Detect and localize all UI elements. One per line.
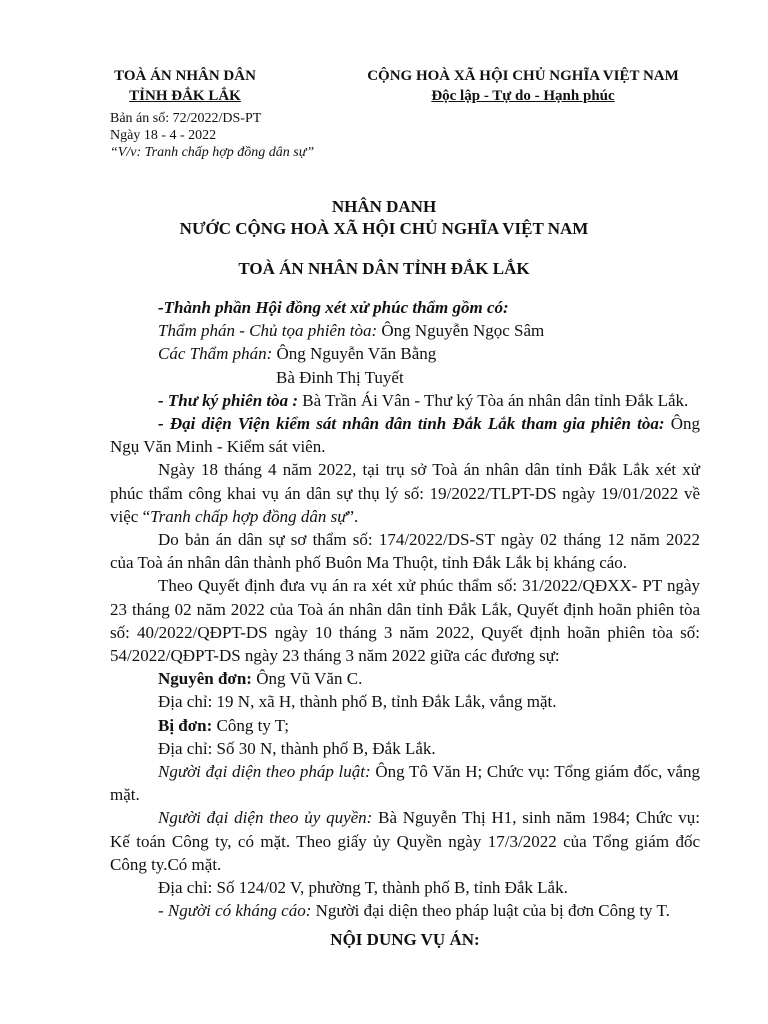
p1-end: ”. bbox=[346, 506, 359, 526]
defendant-address: Địa chỉ: Số 30 N, thành phố B, Đắk Lắk. bbox=[158, 738, 436, 758]
plaintiff-label: Nguyên đơn: bbox=[158, 669, 252, 689]
title-block bbox=[0, 196, 768, 240]
legal-rep-label: Người đại diện theo pháp luật: bbox=[158, 762, 371, 782]
procurator-label: - Đại diện Viện kiểm sát nhân dân tỉnh Đắk Lắk tham gia phiên tòa: bbox=[158, 414, 665, 434]
judgment-body bbox=[110, 296, 700, 952]
judge-1: Ông Nguyễn Văn Bằng bbox=[272, 344, 437, 364]
presiding-label: Thẩm phán - Chủ tọa phiên tòa: bbox=[158, 321, 378, 341]
nation-name: CỘNG HOÀ XÃ HỘI CHỦ NGHĨA VIỆT NAM bbox=[367, 68, 679, 84]
authorized-representative bbox=[110, 806, 700, 876]
appellant-text: Người đại diện theo pháp luật của bị đơn Công ty T. bbox=[311, 901, 670, 921]
auth-rep-address: Địa chỉ: Số 124/02 V, phường T, thành phố B, tỉnh Đắk Lắk. bbox=[158, 878, 568, 898]
nation-motto: Độc lập - Tự do - Hạnh phúc bbox=[431, 88, 615, 104]
case-number: Bản án số: 72/2022/DS-PT bbox=[110, 111, 262, 126]
presiding-judge bbox=[110, 319, 700, 342]
court-title: TOÀ ÁN NHÂN DÂN TỈNH ĐẮK LẮK bbox=[238, 259, 530, 278]
court-name: TOÀ ÁN NHÂN DÂN bbox=[114, 68, 256, 84]
judges-label: Các Thẩm phán: bbox=[158, 344, 273, 364]
paragraph-3: Theo Quyết định đưa vụ án ra xét xử phúc thẩm số: 31/2022/QĐXX- PT ngày 23 tháng 02 năm 2022 của Toà án nhân dân tỉnh Đắk Lắk, Quyết định hoãn phiên tòa số: 40/2022/QĐPT-DS ngày 10 tháng 3 năm 2022, Quyết định hoãn phiên tòa số: 54/2022/QĐPT-DS ngày 23 tháng 3 năm 2022 giữa các đương sự: bbox=[110, 576, 700, 666]
clerk-line bbox=[110, 389, 700, 412]
defendant-name: Công ty T; bbox=[212, 715, 289, 735]
auth-rep-label: Người đại diện theo ủy quyền: bbox=[158, 808, 373, 828]
judgment-date: Ngày 18 - 4 - 2022 bbox=[110, 128, 217, 143]
title-line1: NHÂN DANH bbox=[331, 197, 437, 216]
court-province: TỈNH ĐẮK LẮK bbox=[129, 88, 241, 104]
paragraph-2: Do bản án dân sự sơ thẩm số: 174/2022/DS-ST ngày 02 tháng 12 năm 2022 của Toà án nhân dân thành phố Buôn Ma Thuột, tỉnh Đắk Lắk bị kháng cáo. bbox=[110, 530, 700, 573]
national-header bbox=[348, 66, 698, 106]
legal-rep-text: Ông Tô Văn H; Chức vụ: Tổng giám đốc, vắng mặt. bbox=[110, 762, 700, 805]
appellant-line bbox=[110, 899, 700, 922]
judgment-meta bbox=[110, 110, 314, 161]
judges-line bbox=[110, 342, 700, 365]
section-title: NỘI DUNG VỤ ÁN: bbox=[330, 930, 480, 950]
appellant-prefix: - bbox=[158, 901, 168, 921]
p1-italic: Tranh chấp hợp đồng dân sự bbox=[150, 506, 347, 526]
defendant-label: Bị đơn: bbox=[158, 715, 213, 735]
p1-text: Ngày 18 tháng 4 năm 2022, tại trụ sở Toà án nhân dân tỉnh Đắk Lắk xét xử phúc thẩm công khai vụ án dân sự thụ lý số: 19/2022/TLPT-DS ngày 19/01/2022 về việc “ bbox=[110, 460, 700, 526]
paragraph-1 bbox=[110, 458, 700, 528]
procurator-text: Ông Ngụ Văn Minh - Kiểm sát viên. bbox=[110, 414, 700, 457]
defendant-line bbox=[110, 714, 700, 737]
plaintiff-name: Ông Vũ Văn C. bbox=[251, 669, 363, 689]
plaintiff-line bbox=[110, 667, 700, 690]
auth-rep-text: Bà Nguyễn Thị H1, sinh năm 1984; Chức vụ: Kế toán Công ty, có mặt. Theo giấy ủy Quyền ngày 17/3/2022 của Tổng giám đốc Công ty.Có mặt. bbox=[110, 808, 701, 874]
clerk-label: - Thư ký phiên tòa : bbox=[158, 390, 299, 410]
panel-heading: -Thành phần Hội đồng xét xử phúc thẩm gồm có: bbox=[158, 298, 509, 317]
presiding-name: Ông Nguyễn Ngọc Sâm bbox=[377, 321, 545, 341]
judge-2: Bà Đinh Thị Tuyết bbox=[276, 367, 404, 387]
case-subject: “V/v: Tranh chấp hợp đồng dân sự” bbox=[110, 145, 315, 160]
court-header bbox=[100, 66, 270, 106]
appellant-label: Người có kháng cáo: bbox=[167, 901, 312, 921]
clerk-text: Bà Trần Ái Vân - Thư ký Tòa án nhân dân tỉnh Đắk Lắk. bbox=[298, 390, 689, 410]
title-line2: NƯỚC CỘNG HOÀ XÃ HỘI CHỦ NGHĨA VIỆT NAM bbox=[179, 219, 589, 238]
legal-representative bbox=[110, 760, 700, 806]
plaintiff-address: Địa chỉ: 19 N, xã H, thành phố B, tỉnh Đắk Lắk, vắng mặt. bbox=[158, 692, 557, 712]
procurator-line bbox=[110, 412, 700, 458]
